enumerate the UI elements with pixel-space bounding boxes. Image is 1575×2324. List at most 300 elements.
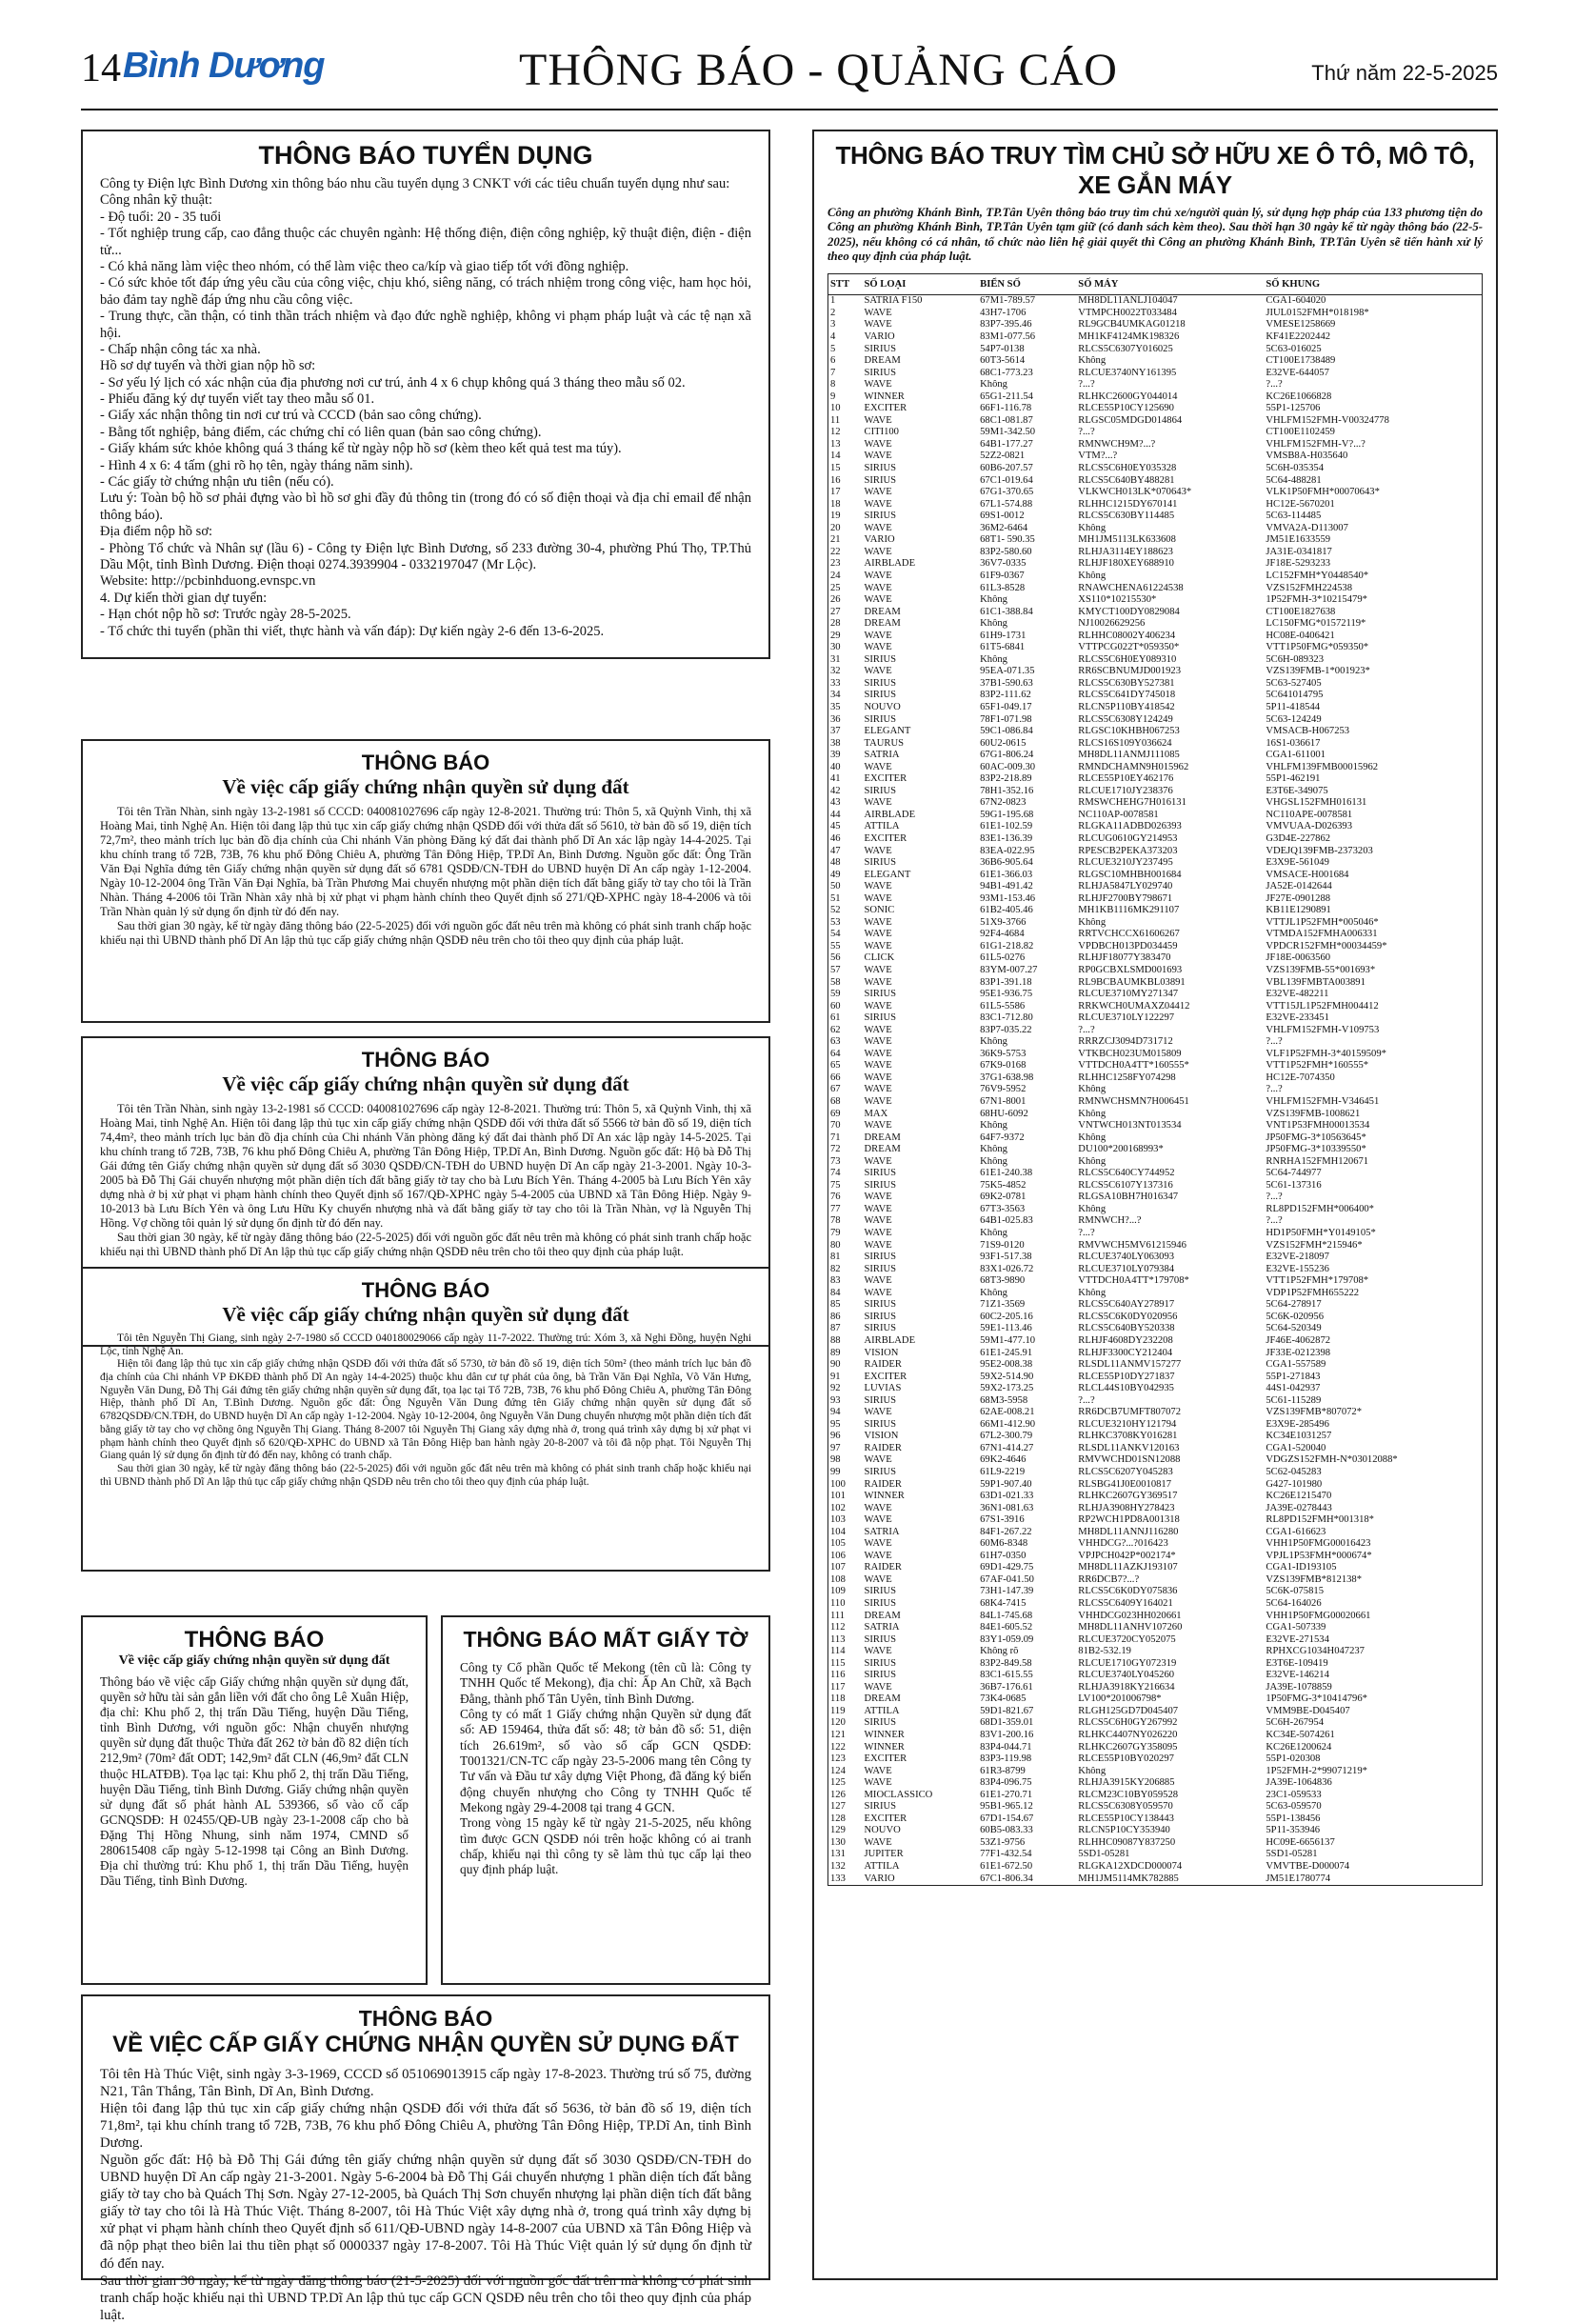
table-cell: 5C63-059570	[1266, 1801, 1322, 1813]
table-row	[828, 941, 1483, 953]
table-cell: RLCE55P10CY125690	[1078, 403, 1174, 414]
table-cell: VARIO	[864, 331, 895, 343]
table-cell: RLCS5C6308Y059570	[1078, 1801, 1173, 1813]
table-cell: Không	[980, 1120, 1007, 1132]
table-cell: Không	[1078, 1084, 1106, 1095]
table-row	[828, 618, 1483, 631]
table-cell: 5C64-164026	[1266, 1597, 1322, 1609]
table-cell: 61E1-240.38	[980, 1168, 1033, 1179]
table-cell: RLHKC4407NY026220	[1078, 1730, 1178, 1740]
table-cell: 55P1-138456	[1266, 1813, 1321, 1824]
table-cell: 51	[830, 892, 841, 904]
table-cell: RMNDCHAMN9H015962	[1078, 761, 1189, 772]
table-cell: 67T3-3563	[980, 1203, 1026, 1214]
paragraph: Thông báo về việc cấp Giấy chứng nhận quyền sử dụng đất, quyền sở hữu tài sản gắn liền với đất cho ông Lê Xuân Hiệp, địa chỉ: Khu phố 2, thị trấn Dầu Tiếng, huyện Dầu Tiếng, tỉnh Bình Dương, với nguồn gốc: Nhận chuyển nhượng quyền sử dụng đất thuộc Thửa đất 262 tờ bản đồ 82 diện tích 212,9m² (70m² đất ODT; 142,9m² đất CLN (46,9m² đất CLN thuộc HLATĐB). Tọa lạc tại: Khu phố 2, thị trấn Dầu Tiếng, huyện Dầu Tiếng, tỉnh Bình Dương. Giấy chứng nhận quyền sử dụng đất số phát hành AL 539366, số vào cổ cấp GCNQSDĐ: H 02455/QĐ-UB ngày 23-1-2008 cấp cho bà Đặng Thị Hồng Nhung, sinh năm 1974, CMND số 280615408 cấp ngày 5-12-1998 tại Công an Bình Dương. Địa chỉ thường trú: Khu phố 1, thị trấn Dầu Tiếng, huyện Dầu Tiếng, tỉnh Bình Dương.	[100, 1674, 409, 1889]
table-cell: 36K9-5753	[980, 1048, 1027, 1059]
paragraph: Nguồn gốc đất: Hộ bà Đỗ Thị Gái đứng tên giấy chứng nhận quyền sử dụng đất số 3030 QSDĐ/CN-TĐH do UBND huyện Dĩ An cấp ngày 21-3-2001. Ngày 5-6-2004 bà Đỗ Thị Gái chuyển nhượng 1 phần diện tích đất bằng giấy tờ tay cho bà Quách Thị Sơn. Ngày 27-12-2005, bà Quách Thị Sơn chuyển nhượng lại phần diện tích đất bằng giấy tờ tay cho tôi là Hà Thúc Việt. Tháng 8-2007, tôi Hà Thúc Việt xây dựng nhà ở, trong quá trình xây dựng bị xử phạt vi phạm hành chính theo Quyết định số 611/QĐ-UBND ngày 14-8-2007 của UBND xã Tân Đông Hiệp và đã nộp phạt theo biên lai thu tiền phạt số 0000337 ngày 17-8-2007. Tôi Hà Thúc Việt quản lý sử dụng ổn định từ đó đến nay.	[100, 2153, 751, 2272]
table-cell: 31	[830, 653, 841, 665]
table-cell: 23	[830, 558, 841, 570]
table-cell: RLHKC2600GY044014	[1078, 391, 1178, 402]
table-cell: 83C1-615.55	[980, 1670, 1033, 1681]
table-cell: RLCUE3710LY079384	[1078, 1263, 1175, 1274]
table-cell: 68C1-081.87	[980, 414, 1033, 426]
table-cell: 55	[830, 940, 841, 952]
table-cell: 36	[830, 713, 841, 725]
table-row	[828, 1407, 1483, 1419]
table-cell: SIRIUS	[864, 1179, 897, 1191]
table-cell: RLHJF180XEY688910	[1078, 558, 1174, 570]
table-cell: 5C641014795	[1266, 690, 1324, 701]
table-cell: RLCUE3710LY122297	[1078, 1012, 1175, 1024]
table-cell: 83P3-119.98	[980, 1753, 1032, 1765]
table-cell: RNRHA152FMH120671	[1266, 1155, 1369, 1167]
paragraph: - Có sức khỏe tốt đáp ứng yêu cầu của công việc, chịu khó, siêng năng, có trách nhiệm trong công việc, ham học hỏi, bảo đảm tay nghề đáp ứng nhu cầu công việc.	[100, 275, 751, 308]
table-cell: 4	[830, 331, 836, 343]
issue-date: Thứ năm 22-5-2025	[1311, 61, 1498, 85]
table-cell: 5C64-520349	[1266, 1323, 1322, 1334]
table-cell: TAURUS	[864, 737, 905, 749]
table-cell: 80	[830, 1239, 841, 1251]
table-cell: VZS139FMB-55*001693*	[1266, 965, 1376, 975]
table-cell: MH8DL11ANHV107260	[1078, 1622, 1183, 1633]
table-row	[828, 989, 1483, 1001]
table-cell: 83P1-391.18	[980, 976, 1032, 988]
table-cell: 95E1-936.75	[980, 989, 1033, 1000]
table-cell: 5P11-353946	[1266, 1825, 1321, 1836]
table-cell: 73H1-147.39	[980, 1586, 1034, 1597]
table-cell: CGA1-616623	[1266, 1526, 1326, 1537]
table-cell: DREAM	[864, 355, 901, 367]
table-cell: WAVE	[864, 642, 892, 653]
table-cell: 122	[830, 1741, 846, 1753]
table-cell: WAVE	[864, 546, 892, 557]
table-row	[828, 1873, 1483, 1886]
table-cell: 61T5-6841	[980, 642, 1026, 653]
table-cell: 84E1-605.52	[980, 1622, 1033, 1633]
table-cell: CLICK	[864, 952, 895, 964]
table-cell: 78	[830, 1215, 841, 1227]
table-cell: 33	[830, 677, 841, 689]
table-cell: 128	[830, 1813, 846, 1824]
table-row	[828, 750, 1483, 762]
table-cell: 69D1-429.75	[980, 1562, 1034, 1573]
table-cell: MH8DL11ANNJ116280	[1078, 1526, 1179, 1537]
table-cell: 83P7-035.22	[980, 1024, 1032, 1035]
table-cell: 5C62-045283	[1266, 1466, 1322, 1477]
table-cell: VTT1P52FMH*160555*	[1266, 1060, 1369, 1072]
table-cell: JF18E-5293233	[1266, 558, 1331, 570]
table-cell: VHH1P50FMG00016423	[1266, 1538, 1371, 1550]
table-row	[828, 1813, 1483, 1826]
table-row	[828, 1275, 1483, 1288]
table-row	[828, 391, 1483, 404]
notice-subtitle: VỀ VIỆC CẤP GIẤY CHỨNG NHẬN QUYỀN SỬ DỤNG ĐẤT	[112, 2032, 739, 2057]
table-cell: 129	[830, 1825, 846, 1836]
table-cell: 43H7-1706	[980, 307, 1027, 318]
table-cell: 61E1-245.91	[980, 1347, 1033, 1358]
table-cell: WAVE	[864, 1239, 892, 1251]
notice-body	[100, 805, 751, 948]
table-cell: DU100*200168993*	[1078, 1144, 1164, 1155]
table-cell: 67C1-019.64	[980, 474, 1033, 486]
table-cell: 94	[830, 1407, 841, 1418]
table-cell: WAVE	[864, 1048, 892, 1059]
notice-subtitle: Về việc cấp giấy chứng nhận quyền sử dụng đất	[222, 1072, 629, 1095]
table-row	[828, 1215, 1483, 1228]
table-cell: RRKWCH0UMAXZ04412	[1078, 1000, 1190, 1012]
vehicle-notice-title: THÔNG BÁO TRUY TÌM CHỦ SỞ HỮU XE Ô TÔ, MÔ TÔ, XE GẮN MÁY	[835, 141, 1475, 199]
table-cell: 65	[830, 1060, 841, 1072]
table-cell: WAVE	[864, 1765, 892, 1776]
table-cell: 67K9-0168	[980, 1060, 1027, 1072]
table-cell: 63	[830, 1036, 841, 1048]
table-cell: WAVE	[864, 1024, 892, 1035]
table-cell: 44	[830, 809, 841, 820]
table-cell: WAVE	[864, 594, 892, 606]
table-cell: RLCUE3740LY045260	[1078, 1670, 1175, 1681]
table-cell: WAVE	[864, 498, 892, 510]
table-cell: 5C63-124249	[1266, 713, 1322, 725]
table-cell: 61R3-8799	[980, 1765, 1026, 1776]
table-cell: JA39E-1078859	[1266, 1681, 1332, 1693]
table-row	[828, 714, 1483, 727]
table-cell: RLSBG41J0E0010817	[1078, 1478, 1172, 1490]
table-cell: E32VE-218097	[1266, 1252, 1329, 1263]
table-cell: VHHDCG023HH020661	[1078, 1610, 1182, 1621]
table-cell: Không	[1078, 570, 1106, 581]
table-cell: 132	[830, 1861, 846, 1873]
table-row	[828, 1706, 1483, 1718]
table-cell: 77F1-432.54	[980, 1849, 1032, 1860]
table-cell: Không	[1078, 916, 1106, 928]
table-cell: 17	[830, 487, 841, 498]
notice-subtitle: Về việc cấp giấy chứng nhận quyền sử dụng đất	[222, 1303, 629, 1326]
table-cell: 67N1-8001	[980, 1096, 1027, 1108]
table-cell: 103	[830, 1514, 846, 1526]
table-row	[828, 1288, 1483, 1300]
table-row	[828, 1467, 1483, 1479]
table-row	[828, 738, 1483, 751]
table-row	[828, 1849, 1483, 1861]
table-cell: 94B1-491.42	[980, 881, 1033, 892]
table-cell: SIRIUS	[864, 785, 897, 796]
table-cell: RLCUG0610GY214953	[1078, 832, 1178, 844]
table-row	[828, 1527, 1483, 1539]
table-cell: VPDCR152FMH*00034459*	[1266, 940, 1387, 952]
table-cell: 26	[830, 594, 841, 606]
table-cell: 59C1-086.84	[980, 726, 1033, 737]
table-cell: 83M1-077.56	[980, 331, 1036, 343]
table-cell: SIRIUS	[864, 1597, 897, 1609]
table-cell: 111	[830, 1610, 846, 1621]
table-cell: 60M6-8348	[980, 1538, 1028, 1550]
table-cell: VTTJL1P52FMH*005046*	[1266, 916, 1379, 928]
table-cell: VISION	[864, 1347, 899, 1358]
table-cell: 53	[830, 916, 841, 928]
paragraph: Hiện tôi đang lập thủ tục xin cấp giấy chứng nhận QSDĐ đối với thửa đất số 5636, tờ bản đồ số 19, diện tích 71,8m², tại khu chính trang tổ 72B, 73B, 76 khu phố Đông Chiêu A, phường Tân Đông Hiệp, TP.Dĩ An, tỉnh Bình Dương.	[100, 2101, 751, 2152]
page-header	[81, 42, 1498, 110]
table-cell: VDEJQ139FMB-2373203	[1266, 845, 1373, 856]
table-cell: RL9GCB4UMKAG01218	[1078, 319, 1186, 331]
paragraph: Website: http://pcbinhduong.evnspc.vn	[100, 573, 316, 590]
table-cell: 68D1-359.01	[980, 1717, 1034, 1729]
table-row	[828, 1574, 1483, 1587]
table-row	[828, 773, 1483, 786]
table-cell: ?...?	[1078, 1024, 1095, 1035]
table-cell: 126	[830, 1789, 846, 1800]
table-cell: KC26E1066828	[1266, 391, 1332, 402]
table-cell: Không	[980, 1287, 1007, 1298]
table-cell: WAVE	[864, 761, 892, 772]
table-cell: VTKBCH023UM015809	[1078, 1048, 1182, 1059]
table-cell: 55P1-462191	[1266, 773, 1321, 785]
table-cell: 60	[830, 1000, 841, 1012]
table-cell: SIRIUS	[864, 1299, 897, 1311]
table-cell: 5C6H-035354	[1266, 463, 1324, 474]
table-cell: KC26E1215470	[1266, 1491, 1332, 1502]
table-cell: 25	[830, 582, 841, 593]
table-cell: 133	[830, 1873, 846, 1884]
table-cell: 65F1-049.17	[980, 701, 1032, 712]
table-row	[828, 583, 1483, 595]
table-cell: RAIDER	[864, 1359, 902, 1371]
table-cell: SIRIUS	[864, 713, 897, 725]
table-cell: 100	[830, 1478, 846, 1490]
table-row	[828, 1538, 1483, 1551]
table-cell: 77	[830, 1203, 841, 1214]
table-cell: 12	[830, 427, 841, 438]
table-cell: 61E1-270.71	[980, 1789, 1033, 1800]
table-cell: RLHJA3908HY278423	[1078, 1502, 1175, 1513]
table-cell: MH8DL11AZKJ193107	[1078, 1562, 1178, 1573]
table-cell: 102	[830, 1502, 846, 1513]
table-cell: WAVE	[864, 1096, 892, 1108]
table-cell: 5C63-016025	[1266, 343, 1322, 354]
table-cell: SIRIUS	[864, 511, 897, 522]
table-cell: 68C1-773.23	[980, 367, 1033, 378]
table-cell: VMM9BE-D045407	[1266, 1705, 1350, 1716]
table-cell: VHHDCG?...?016423	[1078, 1538, 1168, 1550]
table-row	[828, 1454, 1483, 1467]
table-cell: 36V7-0335	[980, 558, 1027, 570]
table-cell: 5C6H-267954	[1266, 1717, 1324, 1729]
table-cell: 59P1-907.40	[980, 1478, 1032, 1490]
table-cell: 123	[830, 1753, 846, 1765]
table-cell: E32VE-155236	[1266, 1263, 1329, 1274]
table-row	[828, 331, 1483, 344]
table-cell: 24	[830, 570, 841, 581]
table-cell: Không	[1078, 1155, 1106, 1167]
table-cell: E32VE-233451	[1266, 1012, 1329, 1024]
table-cell: RNAWCHENA61224538	[1078, 582, 1184, 593]
table-cell: 28	[830, 618, 841, 630]
table-cell: WAVE	[864, 892, 892, 904]
table-cell: 104	[830, 1526, 846, 1537]
table-cell: RLCUE3740NY161395	[1078, 367, 1177, 378]
table-cell: 79	[830, 1228, 841, 1239]
table-row	[828, 1264, 1483, 1276]
table-cell: VHH1P50FMG00020661	[1266, 1610, 1371, 1621]
table-cell: KF41E2202442	[1266, 331, 1331, 343]
table-row	[828, 1682, 1483, 1694]
table-cell: 55P1-125706	[1266, 403, 1321, 414]
table-cell: E3X9E-561049	[1266, 857, 1329, 869]
table-cell: HD1P50FMH*Y0149105*	[1266, 1228, 1376, 1239]
table-cell: 59E1-113.46	[980, 1323, 1032, 1334]
table-cell: WINNER	[864, 391, 905, 402]
table-row	[828, 594, 1483, 607]
table-cell: 67N2-0823	[980, 797, 1027, 809]
table-cell: 53Z1-9756	[980, 1836, 1026, 1848]
table-cell: 66F1-116.78	[980, 403, 1032, 414]
table-cell: 46	[830, 832, 841, 844]
table-cell: 64B1-025.83	[980, 1215, 1033, 1227]
table-cell: SIRIUS	[864, 857, 897, 869]
table-cell: WAVE	[864, 940, 892, 952]
table-row	[828, 1562, 1483, 1574]
table-cell: VARIO	[864, 534, 895, 546]
table-cell: VMVUAA-D026393	[1266, 821, 1353, 832]
notice-body	[100, 1674, 409, 1889]
table-cell: CITI100	[864, 427, 899, 438]
table-cell: 61B2-405.46	[980, 905, 1033, 916]
table-cell: SIRIUS	[864, 343, 897, 354]
table-cell: RLHJA5847LY029740	[1078, 881, 1173, 892]
table-cell: 5C61-137316	[1266, 1179, 1322, 1191]
table-cell: VLKWCH013LK*070643*	[1078, 487, 1192, 498]
table-row	[828, 726, 1483, 738]
table-cell: NOUVO	[864, 1825, 901, 1836]
table-cell: 95EA-071.35	[980, 666, 1035, 677]
table-cell: LUVIAS	[864, 1383, 902, 1394]
table-cell: 67C1-806.34	[980, 1873, 1033, 1884]
table-cell: RLHKC2607GY358095	[1078, 1741, 1178, 1753]
table-cell: RRTVCHCCX61606267	[1078, 929, 1180, 940]
table-cell: WAVE	[864, 1514, 892, 1526]
table-cell: VTMDA152FMHA006331	[1266, 929, 1378, 940]
table-cell: WAVE	[864, 438, 892, 450]
table-row	[828, 499, 1483, 511]
table-row	[828, 642, 1483, 654]
table-cell: WAVE	[864, 1836, 892, 1848]
table-row	[828, 1012, 1483, 1025]
table-cell: Không	[980, 1155, 1007, 1167]
table-cell: VMVA2A-D113007	[1266, 522, 1348, 533]
table-cell: SIRIUS	[864, 367, 897, 378]
table-cell: G3D4E-227862	[1266, 832, 1331, 844]
table-row	[828, 344, 1483, 356]
table-cell: VTTDCH0A4TT*160555*	[1078, 1060, 1189, 1072]
table-cell: RMVWCH5MV61215946	[1078, 1239, 1186, 1251]
notice-title: THÔNG BÁO	[361, 751, 490, 774]
table-cell: RLCS5C6K0DY020956	[1078, 1311, 1178, 1322]
table-cell: AIRBLADE	[864, 1334, 916, 1346]
table-cell: RLCS5C630BY527381	[1078, 677, 1175, 689]
table-row	[828, 1801, 1483, 1813]
table-cell: 52Z2-0821	[980, 451, 1026, 462]
table-cell: SIRIUS	[864, 474, 897, 486]
table-cell: 84	[830, 1287, 841, 1298]
table-cell: 98	[830, 1454, 841, 1466]
table-cell: SIRIUS	[864, 1670, 897, 1681]
table-cell: Không	[1078, 355, 1106, 367]
table-cell: RLCS16S109Y036624	[1078, 737, 1172, 749]
table-cell: 117	[830, 1681, 846, 1693]
table-cell: RLCS5C640BY488281	[1078, 474, 1175, 486]
table-cell: 15	[830, 463, 841, 474]
table-cell: CGA1-611001	[1266, 750, 1326, 761]
table-cell: RLCS5C6H0GY267992	[1078, 1717, 1178, 1729]
table-row	[828, 1001, 1483, 1013]
land-notice-1	[81, 739, 770, 1023]
table-cell: NC110APE-0078581	[1266, 809, 1353, 820]
table-cell: 2	[830, 307, 836, 318]
table-cell: WAVE	[864, 1646, 892, 1657]
table-cell: ?...?	[1266, 1192, 1283, 1203]
table-cell: VPJPCH042P*002174*	[1078, 1550, 1176, 1561]
paragraph: Tôi tên Trần Nhàn, sinh ngày 13-2-1981 số CCCD: 040081027696 cấp ngày 12-8-2021. Thường trú: Thôn 5, xã Quỳnh Vinh, thị xã Hoàng Mai, tỉnh Nghệ An. Hiện tôi đang lập thủ tục xin cấp giấy chứng nhận QSDĐ đối với thửa đất số 5610, tờ bản đồ số 19, diện tích 72,7m², theo mảnh trích lục bản đồ địa chính của Chi nhánh Văn phòng Đăng ký đất đai thành phố Dĩ An xác lập ngày 14-4-2025. Tại khu chính trang tổ 72B, 73B, 76 khu phố Đông Chiêu A, phường Tân Đông Hiệp, TP.Dĩ An, Bình Dương. Nguồn gốc đất: Ông Trần Văn Đại Nghĩa đứng tên Giấy chứng nhận quyền sử dụng đất số 6781 QSDĐ/CN-TĐH do UBND huyện Dĩ An cấp ngày 1-12-2004. Ngày 10-12-2004 ông Trần Văn Đại Nghĩa, bà Trần Phương Mai chuyển nhượng một phần diện tích đất bằng giấy tờ tay cho tôi là Trần Nhàn. Tháng 4-2006 tôi Trần Nhàn xây nhà bị xử phạt vi phạm hành chính theo Quyết định số 271/QĐ-XPHC ngày 18-4-2006 và tôi Trần Nhàn quản lý sử dụng ổn định từ đó đến nay.	[100, 805, 751, 918]
table-cell: RLCM23C10BY059528	[1078, 1789, 1179, 1800]
table-cell: WAVE	[864, 307, 892, 318]
table-row	[828, 319, 1483, 331]
table-cell: Không	[980, 1228, 1007, 1239]
table-cell: 101	[830, 1491, 846, 1502]
table-cell: RLCS5C641DY745018	[1078, 690, 1176, 701]
table-cell: RLCS5C6H0EY089310	[1078, 653, 1177, 665]
table-row	[828, 1072, 1483, 1085]
table-cell: 64	[830, 1048, 841, 1059]
table-cell: RR6SCBNUMJD001923	[1078, 666, 1182, 677]
table-cell: 60T3-5614	[980, 355, 1026, 367]
table-cell: CT100E1102459	[1266, 427, 1335, 438]
table-cell: CT100E1738489	[1266, 355, 1336, 367]
table-cell: RRRZCJ3094D731712	[1078, 1036, 1173, 1048]
table-row	[828, 1312, 1483, 1324]
table-row	[828, 1192, 1483, 1204]
table-cell: 97	[830, 1442, 841, 1453]
table-row	[828, 1049, 1483, 1061]
table-row	[828, 1156, 1483, 1169]
table-cell: 109	[830, 1586, 846, 1597]
table-cell: CGA1-557589	[1266, 1359, 1326, 1371]
table-cell: E3T6E-349075	[1266, 785, 1328, 796]
notice-title: THÔNG BÁO MẤT GIẤY TỜ	[463, 1627, 748, 1652]
table-cell: ?...?	[1266, 379, 1283, 391]
table-cell: 110	[830, 1597, 846, 1609]
table-cell: 96	[830, 1431, 841, 1442]
table-cell: 55P1-020308	[1266, 1753, 1321, 1765]
table-cell: Không	[1078, 1203, 1106, 1214]
table-cell: 36B6-905.64	[980, 857, 1033, 869]
table-cell: RPHXCG1034H047237	[1266, 1646, 1365, 1657]
table-cell: 83X1-026.72	[980, 1263, 1034, 1274]
table-cell: RAIDER	[864, 1478, 902, 1490]
table-cell: JF33E-0212398	[1266, 1347, 1331, 1358]
table-cell: RP2WCH1PD8A001318	[1078, 1514, 1180, 1526]
paragraph: - Phiếu đăng ký dự tuyển viết tay theo mẫu số 01.	[100, 391, 375, 408]
column-header: STT	[828, 274, 863, 295]
table-cell: 41	[830, 773, 841, 785]
table-row	[828, 1766, 1483, 1778]
table-row	[828, 1825, 1483, 1837]
paragraph: Công ty Điện lực Bình Dương xin thông báo nhu cầu tuyển dụng 3 CNKT với các tiêu chuẩn tuyển dụng như sau:	[100, 176, 730, 191]
paragraph: Tôi tên Nguyễn Thị Giang, sinh ngày 2-7-1980 số CCCD 040180029066 cấp ngày 11-7-2022. Thường trú: Xóm 3, xã Nghi Đồng, huyện Nghi Lộc, tỉnh Nghệ An.	[100, 1332, 751, 1357]
table-cell: 131	[830, 1849, 846, 1860]
table-cell: JA52E-0142644	[1266, 881, 1332, 892]
notice-title: THÔNG BÁO	[184, 1627, 325, 1653]
table-cell: RLSDL11ANMV157277	[1078, 1359, 1182, 1371]
table-cell: 120	[830, 1717, 846, 1729]
